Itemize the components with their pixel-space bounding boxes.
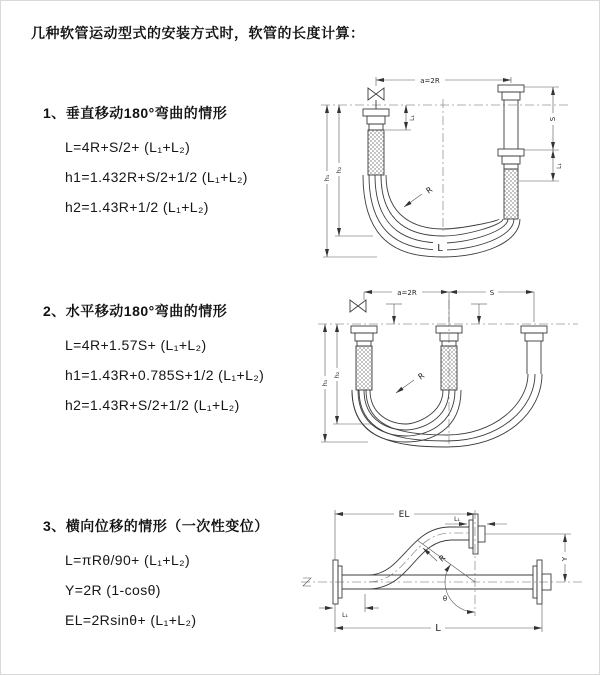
diagram-lateral-displacement xyxy=(299,504,589,644)
radius-and-angle xyxy=(417,540,475,612)
radius-callout xyxy=(396,371,427,393)
dim-l1-bottom-label: L₁ xyxy=(342,612,348,619)
dim-a-2r xyxy=(364,287,449,322)
dim-l1-top-label: L₁ xyxy=(454,516,460,523)
hose-right-fitting xyxy=(521,326,547,374)
dim-y-label: Y xyxy=(561,556,569,562)
section-2 xyxy=(43,301,264,420)
section-3-heading: 3、横向位移的情形（一次性变位） xyxy=(43,518,269,534)
radius-callout xyxy=(404,185,435,207)
hose-left-fitting xyxy=(350,300,377,390)
dim-h1-label: h₁ xyxy=(323,174,331,182)
dim-el-label: EL xyxy=(398,510,410,520)
length-label-group xyxy=(433,241,447,254)
section-1-formula-h2: h2=1.43R+1/2 (L₁+L₂) xyxy=(65,199,209,215)
angle-theta-label: θ xyxy=(442,595,448,603)
section-2-formula-L: L=4R+1.57S+ (L₁+L₂) xyxy=(65,337,207,353)
dim-h2 xyxy=(335,105,373,236)
diagram-horizontal-180-bend xyxy=(316,284,586,449)
dim-l1-left-label: L₁ xyxy=(409,115,416,121)
dim-l xyxy=(335,604,542,634)
dim-a-2r-label: a=2R xyxy=(420,77,440,85)
dim-s xyxy=(449,287,534,322)
dim-s-label: S xyxy=(489,289,495,297)
page-title: 几种软管运动型式的安装方式时，软管的长度计算： xyxy=(31,25,365,41)
dim-h2-label: h₂ xyxy=(333,371,341,379)
diagram-vertical-180-bend xyxy=(319,73,584,258)
dim-s xyxy=(524,87,559,150)
section-1-formula-L: L=4R+S/2+ (L₁+L₂) xyxy=(65,139,191,155)
dim-a-2r-label: a=2R xyxy=(397,289,417,297)
dim-h2-label: h₂ xyxy=(335,166,343,174)
section-3-formula-EL: EL=2Rsinθ+ (L₁+L₂) xyxy=(65,612,197,628)
section-2-formula-h1: h1=1.43R+0.785S+1/2 (L₁+L₂) xyxy=(65,367,265,383)
section-1-heading: 1、垂直移动180°弯曲的情形 xyxy=(43,105,228,121)
dim-l1-right xyxy=(519,150,563,181)
dim-l1-bottom xyxy=(319,594,379,619)
section-1-formula-h1: h1=1.432R+S/2+1/2 (L₁+L₂) xyxy=(65,169,248,185)
section-2-heading: 2、水平移动180°弯曲的情形 xyxy=(43,303,228,319)
dim-l1-top xyxy=(445,516,507,524)
section-3 xyxy=(43,516,269,635)
length-label: L xyxy=(437,243,443,254)
dim-l-label: L xyxy=(435,623,441,634)
radius-label: R xyxy=(416,371,427,382)
radius-label: R xyxy=(437,553,448,564)
section-2-formula-h2: h2=1.43R+S/2+1/2 (L₁+L₂) xyxy=(65,397,240,413)
dim-fitting-arrows xyxy=(386,304,487,324)
centerlines xyxy=(321,99,571,231)
hose-left-fitting xyxy=(363,88,389,175)
dim-s-label: S xyxy=(549,116,557,122)
dim-l1-right-label: L₁ xyxy=(556,163,563,169)
section-3-formula-L: L=πRθ/90+ (L₁+L₂) xyxy=(65,552,191,568)
radius-label: R xyxy=(424,185,435,196)
dim-l1-left xyxy=(385,105,416,130)
dim-a-2r xyxy=(376,75,511,86)
left-flange xyxy=(333,560,369,604)
dim-h1-label: h₁ xyxy=(321,379,329,387)
dim-el xyxy=(335,507,475,560)
section-3-formula-Y: Y=2R (1-cosθ) xyxy=(65,582,161,598)
section-1 xyxy=(43,103,248,222)
